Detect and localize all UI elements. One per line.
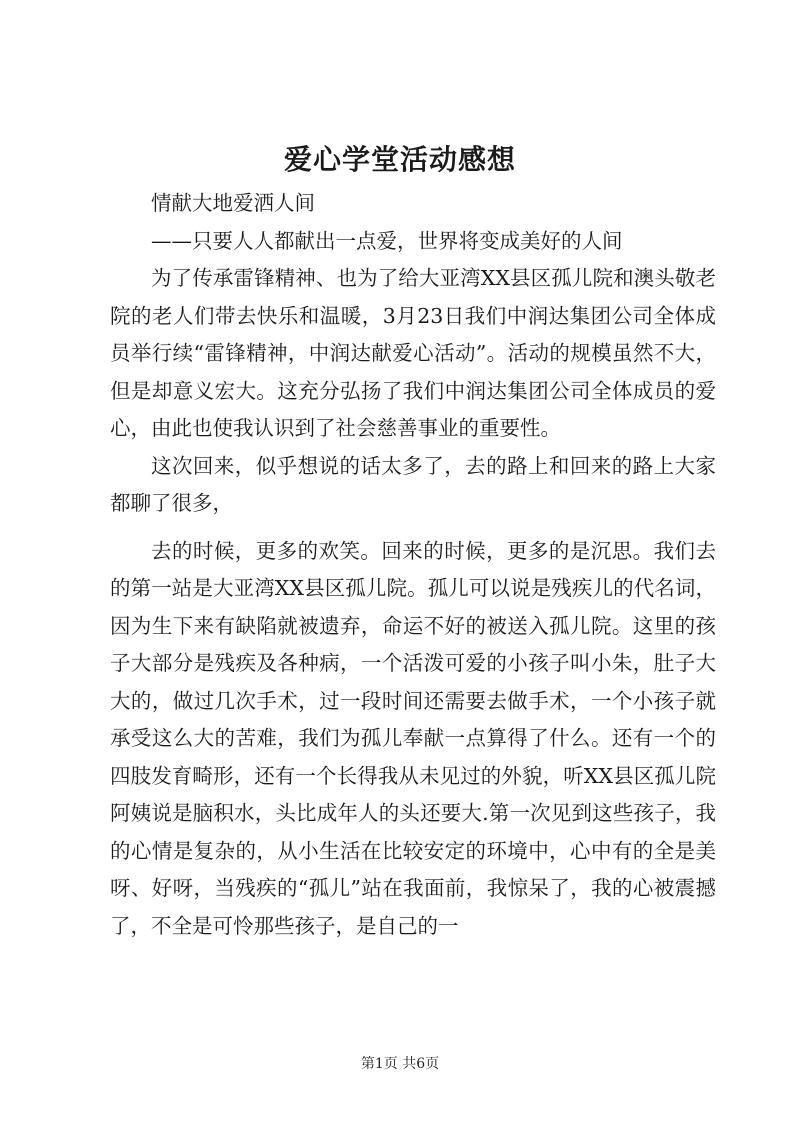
page-number-footer: 第1页 共6页 — [360, 1056, 440, 1072]
document-body — [110, 185, 716, 945]
body-paragraph: 这次回来，似乎想说的话太多了，去的路上和回来的路上大家都聊了很多， — [110, 453, 716, 515]
motto-paragraph: ——只要人人都献出一点爱，世界将变成美好的人间 — [151, 228, 623, 253]
subtitle-paragraph: 情献大地爱洒人间 — [151, 191, 315, 215]
document-title: 爱心学堂活动感想 — [283, 143, 516, 176]
body-paragraph: 去的时候，更多的欢笑。回来的时候，更多的是沉思。我们去的第一站是大亚湾XX县区孤儿院。孤儿可以说是残疾儿的代名词，因为生下来有缺陷就被遗弃，命运不好的被送入孤儿院。这里的孩子大部分是残疾及各种病，一个活泼可爱的小孩子叫小朱，肚子大大的，做过几次手术，过一段时间还需要去做手术，一个小孩子就承受这么大的苦难，我们为孤儿奉献一点算得了什么。还有一个的四肢发育畸形，还有一个长得我从未见过的外貌，听XX县区孤儿院阿姨说是脑积水，头比成年人的头还要大.第一次见到这些孩子，我的心情是复杂的，从小生活在比较安定的环境中，心中有的全是美呀、好呀，当残疾的“孤儿”站在我面前，我惊呆了，我的心被震撼了，不全是可怜那些孩子，是自己的一 — [110, 538, 716, 938]
body-paragraph: 为了传承雷锋精神、也为了给大亚湾XX县区孤儿院和澳头敬老院的老人们带去快乐和温暖，3月23日我们中润达集团公司全体成员举行续“雷锋精神，中润达献爱心活动”。活动的规模虽然不大，但是却意义宏大。这充分弘扬了我们中润达集团公司全体成员的爱心，由此也使我认识到了社会慈善事业的重要性。 — [110, 266, 716, 440]
